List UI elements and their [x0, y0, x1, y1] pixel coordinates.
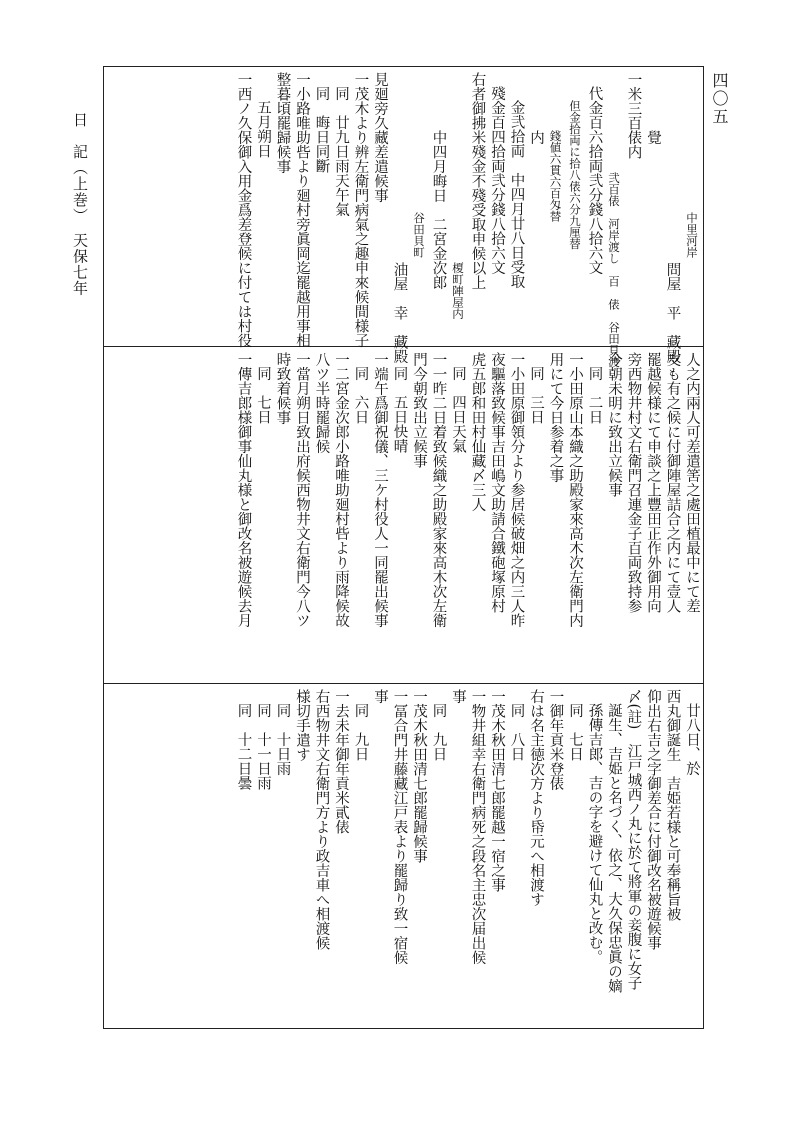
text-column: 誕生、吉姫と名づく、依之、大久保忠眞の嫡 [606, 703, 622, 993]
text-column: 同 五日快晴 [391, 366, 408, 453]
text-column: 代金百六拾両弐分錢八拾六文 [586, 86, 603, 275]
text-column: 榎町陣屋内 [451, 262, 465, 320]
text-column: 用にて今日参着之事 [547, 352, 564, 483]
text-column: 罷越候様にて申談之上豐田正作外御用向 [645, 352, 661, 613]
text-column: 錢値六貫六百匁替 [548, 130, 563, 222]
text-column: 右者御拂米殘金不殘受取申候以上 [469, 72, 486, 290]
text-column: 一小田原山本織之助殿家來高木次左衛門内 [567, 352, 583, 628]
text-column: 一米三百俵内 [625, 72, 642, 159]
page-number: 四〇五 [710, 72, 729, 126]
text-column: 同 晦日同斷 [313, 86, 330, 173]
text-column: 同 二日 [586, 366, 603, 424]
text-column: 一西ノ久保御入用金爲差登候に付ては村役 [235, 72, 252, 348]
text-column: 内 [528, 130, 544, 145]
text-column: 一冨合門井藤藏江戸表より罷歸り致一宿候 [391, 689, 408, 965]
text-column: 整暮頃罷歸候事 [274, 72, 291, 174]
text-column: 同 三日 [528, 366, 544, 424]
text-column: 一物井組幸右衛門病死之段名主忠次届出候 [469, 689, 486, 965]
text-column: 人之内兩人可差遣筈之處田植最中にて差 [684, 352, 700, 613]
text-band-bottom [105, 689, 701, 1025]
text-column: 同 七日 [567, 703, 583, 761]
text-column: 一小田原御領分より参居候破畑之内三人昨 [508, 352, 525, 628]
text-column: 問屋 平 藏殿 [664, 262, 681, 364]
text-column: 右西物井文右衛門方より政吉車へ相渡候 [313, 689, 330, 950]
text-column: 一端午爲御祝儀、三ケ村役人一同罷出候事 [372, 352, 388, 628]
text-column: 八ツ半時罷歸候 [313, 352, 330, 454]
text-column: 同 十一日雨 [255, 703, 271, 790]
text-column: 右は名主徳次方より帋元へ相渡す [528, 689, 544, 907]
text-column: 仰出右吉之字御差合に付御改名被遊候事 [645, 689, 661, 950]
text-column: 覺 [645, 130, 661, 145]
running-title: 日 記（上巻） 天保七年 [71, 112, 89, 297]
text-column: 一當月朔日致出府候西物井文右衛門今八ツ [294, 352, 310, 628]
text-column: 同 九日 [352, 703, 369, 761]
text-band-top [105, 72, 701, 368]
text-column: 一二宮金次郎小路唯助廻村呰より雨降候故 [333, 352, 349, 628]
text-column: 支も有之候に付御陣屋詰合之内にて壹人 [664, 352, 681, 613]
text-column: 事 [372, 689, 388, 704]
text-column: 虎五郎和田村仙藏〆三人 [469, 352, 486, 512]
text-column: 門今朝致出立候事 [411, 352, 427, 468]
text-column: 今朝未明に致出立候事 [606, 352, 622, 497]
text-column: 事 [450, 689, 466, 704]
text-column: 同 廿九日雨天午氣 [333, 86, 349, 217]
text-column: 西丸御誕生 吉姫若様と可奉稱旨被 [664, 689, 681, 921]
text-column: 同 六日 [352, 366, 369, 424]
text-column: 金弐拾両 中四月廿八日受取 [508, 100, 525, 289]
text-column: 中四月晦日 二宮金次郎 [430, 130, 447, 290]
text-column: 一茂木より辨左衛門病氣之趣申來候間様子 [352, 72, 369, 348]
text-column: 様切手遣す [294, 689, 310, 762]
text-column: 同 十二日曇 [235, 703, 252, 790]
text-column: 一小路唯助呰より廻村旁眞岡迄罷越用事相 [294, 72, 310, 348]
text-band-middle [105, 352, 701, 681]
text-column: 一一昨二日着致候織之助殿家來高木次左衛 [430, 352, 447, 628]
text-column: 同 九日 [430, 703, 447, 761]
text-column: 一御年貢米登俵 [547, 689, 564, 791]
text-column: 中里河岸 [685, 212, 699, 258]
text-column: 時致着候事 [274, 352, 291, 425]
text-column: 一茂木秋田清七郎罷歸候事 [411, 689, 427, 863]
text-column: 一傳吉郎様御事仙丸様と御改名被遊候去月 [235, 352, 252, 628]
text-column: 一茂木秋田清七郎罷越一宿之事 [489, 689, 505, 892]
text-column: 旁西物井村文右衛門召連金子百両致持参 [625, 352, 642, 613]
text-column: 孫傳吉郎、吉の字を避けて仙丸と改む。 [586, 703, 603, 964]
text-column: 同 八日 [508, 703, 525, 761]
text-column: 五月朔日 [255, 100, 271, 158]
text-column: 殘金百四拾両弐分錢八拾六文 [489, 86, 505, 275]
text-column: 但金拾両に拾八俵六分九厘替 [568, 100, 582, 250]
section-divider-2 [103, 683, 704, 684]
text-column: 油屋 幸 藏殿 [391, 262, 408, 364]
text-column: 同 四日天氣 [450, 366, 466, 453]
text-column: 谷田貝町 [412, 212, 426, 258]
text-column: 弐百俵 河岸渡し 百 俵 谷田貝渡 [607, 172, 621, 368]
text-column: 〆(註) 江戸城西ノ丸に於て將軍の妾腹に女子 [625, 689, 642, 991]
text-column: 見廻旁久藏差遣候事 [372, 72, 388, 203]
text-column: 同 十日雨 [274, 703, 291, 776]
text-column: 同 七日 [255, 366, 271, 424]
text-column: 廿八日、於 [684, 703, 700, 776]
text-column: 一去未年御年貢米貳俵 [333, 689, 349, 834]
text-column: 夜驅落致候事吉田嶋文助請合鐵砲塚原村 [489, 352, 505, 613]
